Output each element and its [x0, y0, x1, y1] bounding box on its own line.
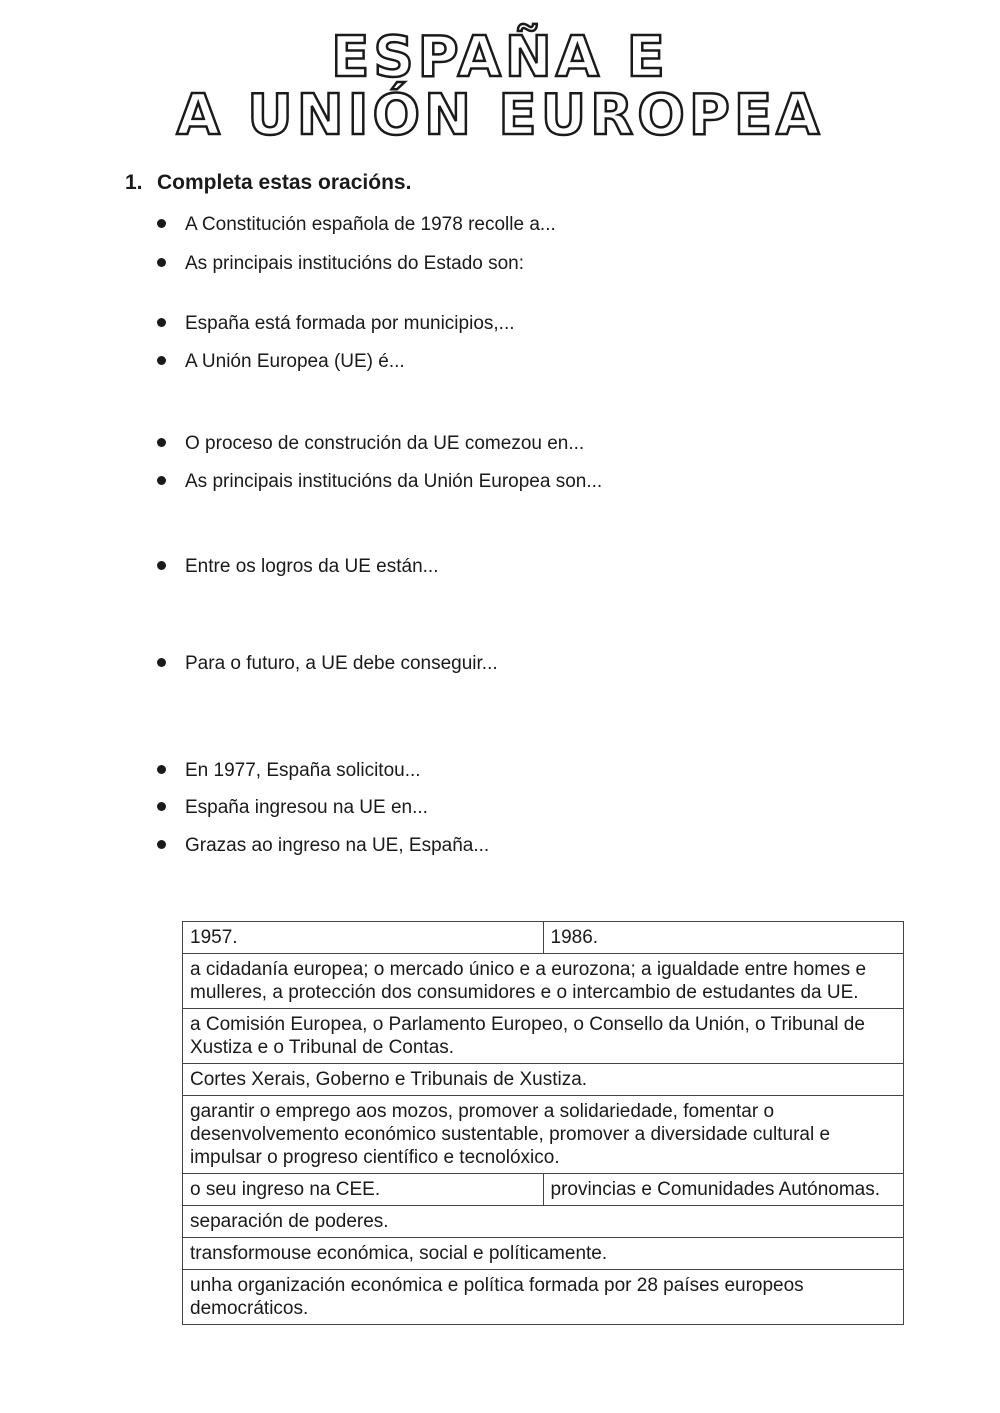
bullet-icon: [157, 258, 166, 267]
exercise-number: 1.: [125, 171, 143, 194]
sentence-text: As principais institucións do Estado son:: [185, 253, 525, 274]
sentence-item: [157, 555, 438, 579]
table-row: [183, 1238, 904, 1270]
table-row: [183, 922, 904, 954]
sentence-item: [157, 432, 584, 456]
exercise-heading: [125, 171, 411, 195]
sentence-item: [157, 652, 498, 676]
sentence-item: [157, 796, 428, 820]
sentence-text: A Constitución española de 1978 recolle a...: [185, 214, 556, 235]
bullet-icon: [157, 802, 166, 811]
sentence-text: Para o futuro, a UE debe conseguir...: [185, 653, 498, 674]
exercise-heading-text: Completa estas oracións.: [157, 171, 412, 194]
bullet-icon: [157, 438, 166, 447]
table-row: [183, 1270, 904, 1325]
table-row: [183, 1096, 904, 1174]
bullet-icon: [157, 219, 166, 228]
answer-cell: a Comisión Europea, o Parlamento Europeo, o Consello da Unión, o Tribunal de Xustiza e o Tribunal de Contas.: [183, 1009, 904, 1064]
page-title-line-2: A UNIÓN EUROPEA: [176, 83, 824, 148]
sentence-text: España está formada por municipios,...: [185, 313, 515, 334]
sentence-text: O proceso de construción da UE comezou en...: [185, 433, 585, 454]
sentence-item: [157, 252, 524, 276]
sentence-text: En 1977, España solicitou...: [185, 760, 421, 781]
page-title-line-1: ESPAÑA E: [331, 25, 669, 90]
bullet-icon: [157, 476, 166, 485]
sentence-text: As principais institucións da Unión Europea son...: [185, 471, 603, 492]
answer-cell: provincias e Comunidades Autónomas.: [543, 1174, 904, 1206]
bullet-icon: [157, 765, 166, 774]
bullet-icon: [157, 840, 166, 849]
answer-cell: 1986.: [543, 922, 904, 954]
bullet-icon: [157, 356, 166, 365]
answer-cell: 1957.: [183, 922, 544, 954]
table-row: [183, 1206, 904, 1238]
sentence-text: Grazas ao ingreso na UE, España...: [185, 835, 490, 856]
answer-cell: a cidadanía europea; o mercado único e a eurozona; a igualdade entre homes e mulleres, a protección dos consumidores e o intercambio de estudantes da UE.: [183, 954, 904, 1009]
bullet-icon: [157, 658, 166, 667]
table-row: [183, 954, 904, 1009]
sentence-item: [157, 759, 421, 783]
table-row: [183, 1009, 904, 1064]
answer-cell: o seu ingreso na CEE.: [183, 1174, 544, 1206]
sentence-item: [157, 470, 602, 494]
bullet-icon: [157, 318, 166, 327]
answer-cell: Cortes Xerais, Goberno e Tribunais de Xustiza.: [183, 1064, 904, 1096]
answer-cell: transformouse económica, social e políticamente.: [183, 1238, 904, 1270]
table-row: [183, 1064, 904, 1096]
sentence-text: España ingresou na UE en...: [185, 797, 428, 818]
bullet-icon: [157, 561, 166, 570]
sentence-text: A Unión Europea (UE) é...: [185, 351, 405, 372]
table-row: [183, 1174, 904, 1206]
answer-bank-table: [182, 921, 904, 1325]
answer-cell: separación de poderes.: [183, 1206, 904, 1238]
sentence-item: [157, 213, 556, 237]
answer-cell: unha organización económica e política formada por 28 países europeos democráticos.: [183, 1270, 904, 1325]
sentence-item: [157, 834, 489, 858]
sentence-text: Entre os logros da UE están...: [185, 556, 439, 577]
sentence-item: [157, 350, 405, 374]
sentence-item: [157, 312, 515, 336]
answer-cell: garantir o emprego aos mozos, promover a solidariedade, fomentar o desenvolvemento económico sustentable, promover a diversidade cultural e impulsar o progreso científico e tecnolóxico.: [183, 1096, 904, 1174]
